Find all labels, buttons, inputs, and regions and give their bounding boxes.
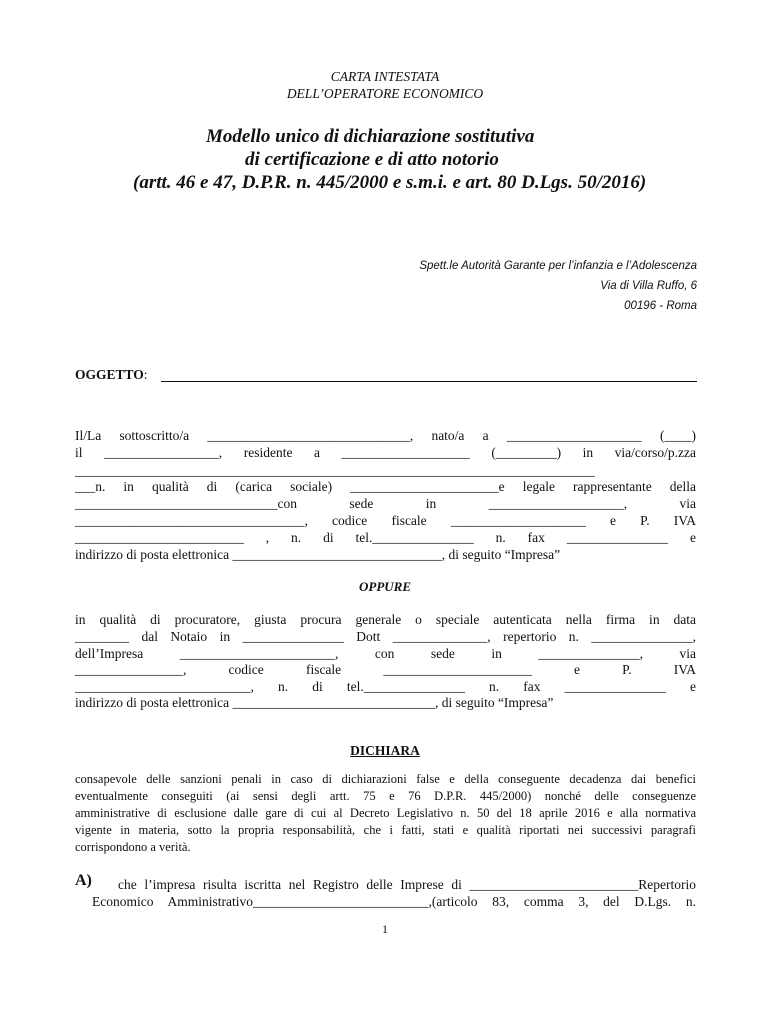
declaration-line-2: eventualmente conseguiti (ai sensi degli artt. 75 e 76 D.P.R. 445/2000) nonché delle conseguenze <box>75 789 696 803</box>
declaration-line-1: consapevole delle sanzioni penali in caso di dichiarazioni false e della conseguente decadenza dai benefici <box>75 772 696 786</box>
oggetto-colon: : <box>143 367 148 382</box>
letterhead-line-2: DELL’OPERATORE ECONOMICO <box>286 86 484 101</box>
form1-line-8: indirizzo di posta elettronica _______________________________, di seguito “Impresa” <box>75 547 561 562</box>
form2-line-1: in qualità di procuratore, giusta procura generale o speciale autenticata nella firma in data <box>75 612 696 627</box>
declaration-line-4: vigente in materia, sotto la propria responsabilità, che i fatti, stati e qualità riportati nei successivi paragrafi <box>75 823 696 837</box>
form2-line-4: ________________, codice fiscale ______________________ e P. IVA <box>75 662 696 677</box>
section-a-line-2: Economico Amministrativo__________________________,(articolo 83, comma 3, del D.Lgs. n. <box>92 894 696 909</box>
form1-line-6: __________________________________, codice fiscale ____________________ e P. IVA <box>75 513 696 528</box>
oggetto-heading <box>75 366 148 383</box>
oggetto-label: OGGETTO <box>75 367 144 382</box>
title-line-3: (artt. 46 e 47, D.P.R. n. 445/2000 e s.m.i. e art. 80 D.Lgs. 50/2016) <box>133 172 647 193</box>
form2-line-5: __________________________, n. di tel._______________ n. fax _______________ e <box>75 679 696 694</box>
oppure-heading: OPPURE <box>359 579 411 594</box>
form1-line-1: Il/La sottoscritto/a ______________________________, nato/a a ____________________ (____) <box>75 428 696 443</box>
letterhead-line-1: CARTA INTESTATA <box>330 69 440 84</box>
declaration-line-5: corrispondono a verità. <box>75 840 191 854</box>
recipient-line-3: 00196 - Roma <box>624 300 697 312</box>
form2-line-2: ________ dal Notaio in _______________ Dott ______________, repertorio n. _______________, <box>75 629 696 644</box>
dichiara-heading: DICHIARA <box>350 743 420 758</box>
form2-line-3: dell’Impresa _______________________, con sede in _______________, via <box>75 646 696 661</box>
page-number: 1 <box>382 922 388 936</box>
section-a-line-1: che l’impresa risulta iscritta nel Registro delle Imprese di _________________________Repertorio <box>118 877 696 892</box>
oggetto-field[interactable] <box>161 381 697 382</box>
form1-line-2: il _________________, residente a ___________________ (_________) in via/corso/p.zza <box>75 445 696 460</box>
recipient-line-2: Via di Villa Ruffo, 6 <box>600 280 697 292</box>
declaration-line-3: amministrative di esclusione dalle gare di cui al Decreto Legislativo n. 50 del 18 aprile 2016 e alla normativa <box>75 806 696 820</box>
recipient-line-1: Spett.le Autorità Garante per l’infanzia e l’Adolescenza <box>419 260 697 272</box>
title-line-1: Modello unico di dichiarazione sostitutiva <box>206 126 535 147</box>
form2-line-6: indirizzo di posta elettronica ______________________________, di seguito “Impresa” <box>75 695 554 710</box>
form1-line-4: ___n. in qualità di (carica sociale) ______________________e legale rappresentante della <box>75 479 696 494</box>
title-line-2: di certificazione e di atto notorio <box>245 149 499 170</box>
section-a-marker: A) <box>75 872 92 889</box>
form1-line-5: ______________________________con sede in ____________________, via <box>75 496 696 511</box>
form1-line-3: _____________________________________________________________________________ <box>75 463 595 478</box>
form1-line-7: _________________________ , n. di tel._______________ n. fax _______________ e <box>75 530 696 545</box>
